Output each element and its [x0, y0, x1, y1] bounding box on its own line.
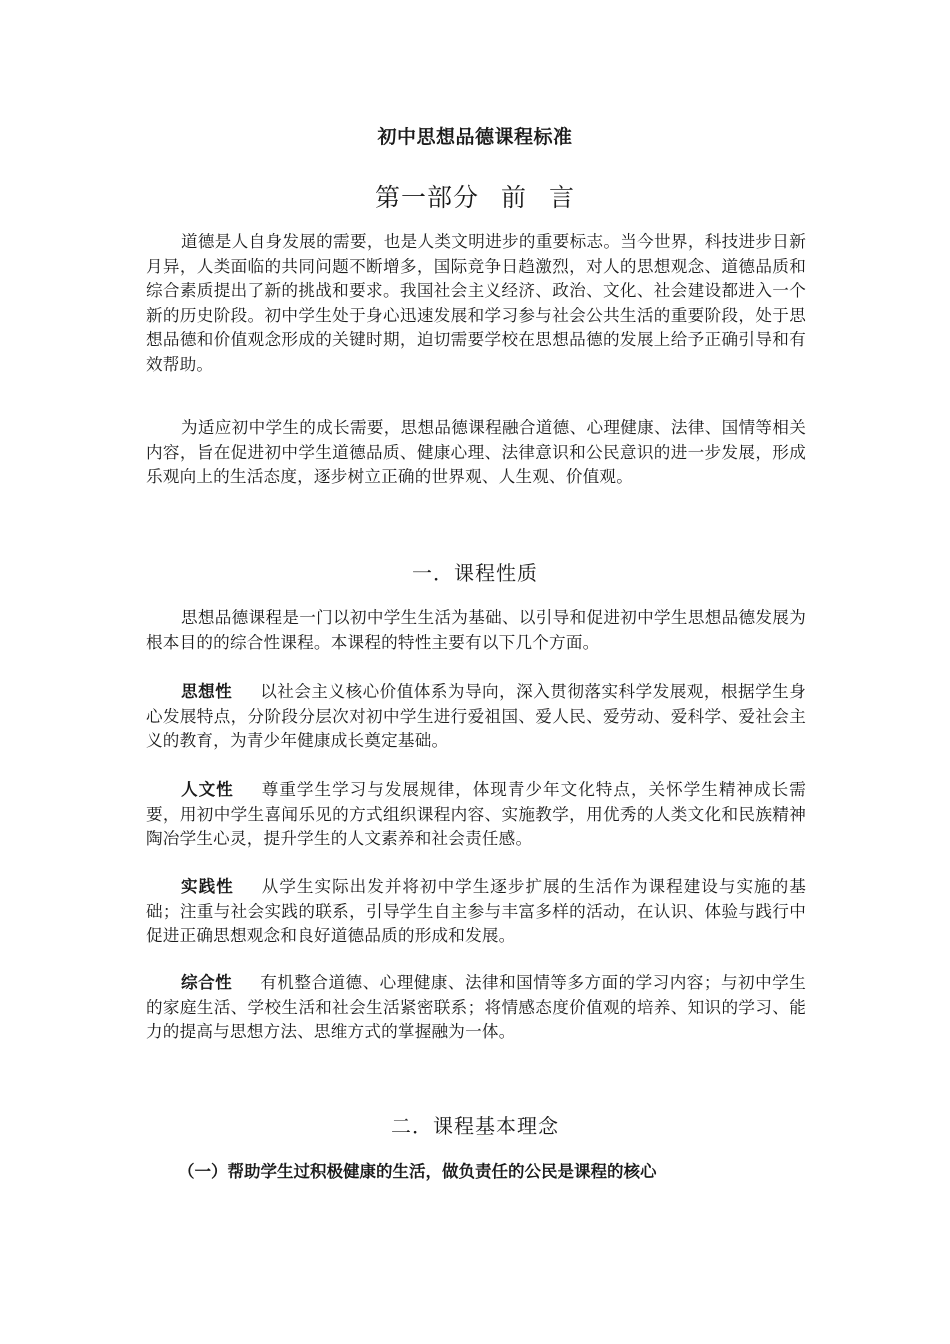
preface-paragraph-1: 道德是人自身发展的需要，也是人类文明进步的重要标志。当今世界，科技进步日新月异，人类面临的共同问题不断增多，国际竞争日趋激烈，对人的思想观念、道德品质和综合素质提出了新的挑战和要求。我国社会主义经济、政治、文化、社会建设都进入一个新的历史阶段。初中学生处于身心迅速发展和学习参与社会公共生活的重要阶段，处于思想品德和价值观念形成的关键时期，迫切需要学校在思想品德的发展上给予正确引导和有效帮助。 — [146, 232, 806, 374]
section-heading-philosophy: 二．课程基本理念 — [391, 1114, 559, 1138]
nature-intro-paragraph: 思想品德课程是一门以初中学生生活为基础、以引导和促进初中学生思想品德发展为根本目的的综合性课程。本课程的特性主要有以下几个方面。 — [146, 608, 806, 652]
trait-text: 以社会主义核心价值体系为导向，深入贯彻落实科学发展观，根据学生身心发展特点，分阶段分层次对初中学生进行爱祖国、爱人民、爱劳动、爱科学、爱社会主义的教育，为青少年健康成长奠定基础。 — [146, 682, 806, 750]
trait-term: 思想性 — [181, 682, 233, 701]
part-title — [0, 178, 950, 218]
trait-text: 从学生实际出发并将初中学生逐步扩展的生活作为课程建设与实施的基础；注重与社会实践的联系，引导学生自主参与丰富多样的活动，在认识、体验与践行中促进正确思想观念和良好道德品质的形成和发展。 — [146, 877, 806, 945]
trait-paragraph-humanistic — [146, 778, 806, 852]
preface-paragraph-2: 为适应初中学生的成长需要，思想品德课程融合道德、心理健康、法律、国情等相关内容，旨在促进初中学生道德品质、健康心理、法律意识和公民意识的进一步发展，形成乐观向上的生活态度，逐步树立正确的世界观、人生观、价值观。 — [146, 418, 806, 486]
part-word-1: 前 — [500, 183, 527, 212]
part-word-2: 言 — [549, 183, 576, 212]
trait-paragraph-practical — [146, 875, 806, 949]
trait-term: 人文性 — [181, 780, 234, 799]
trait-paragraph-comprehensive — [146, 971, 806, 1045]
trait-text: 尊重学生学习与发展规律，体现青少年文化特点，关怀学生精神成长需要，用初中学生喜闻乐见的方式组织课程内容、实施教学，用优秀的人类文化和民族精神陶冶学生心灵，提升学生的人文素养和社会责任感。 — [146, 780, 806, 848]
trait-paragraph-ideological — [146, 680, 806, 754]
document-title: 初中思想品德课程标准 — [377, 126, 573, 148]
part-label: 第一部分 — [374, 183, 479, 212]
section-heading-nature: 一．课程性质 — [412, 561, 538, 585]
trait-term: 综合性 — [181, 973, 233, 992]
subsection-heading-core: （一）帮助学生过积极健康的生活，做负责任的公民是课程的核心 — [178, 1162, 657, 1181]
trait-text: 有机整合道德、心理健康、法律和国情等多方面的学习内容；与初中学生的家庭生活、学校生活和社会生活紧密联系；将情感态度价值观的培养、知识的学习、能力的提高与思想方法、思维方式的掌握融为一体。 — [146, 973, 806, 1041]
trait-term: 实践性 — [181, 877, 234, 896]
